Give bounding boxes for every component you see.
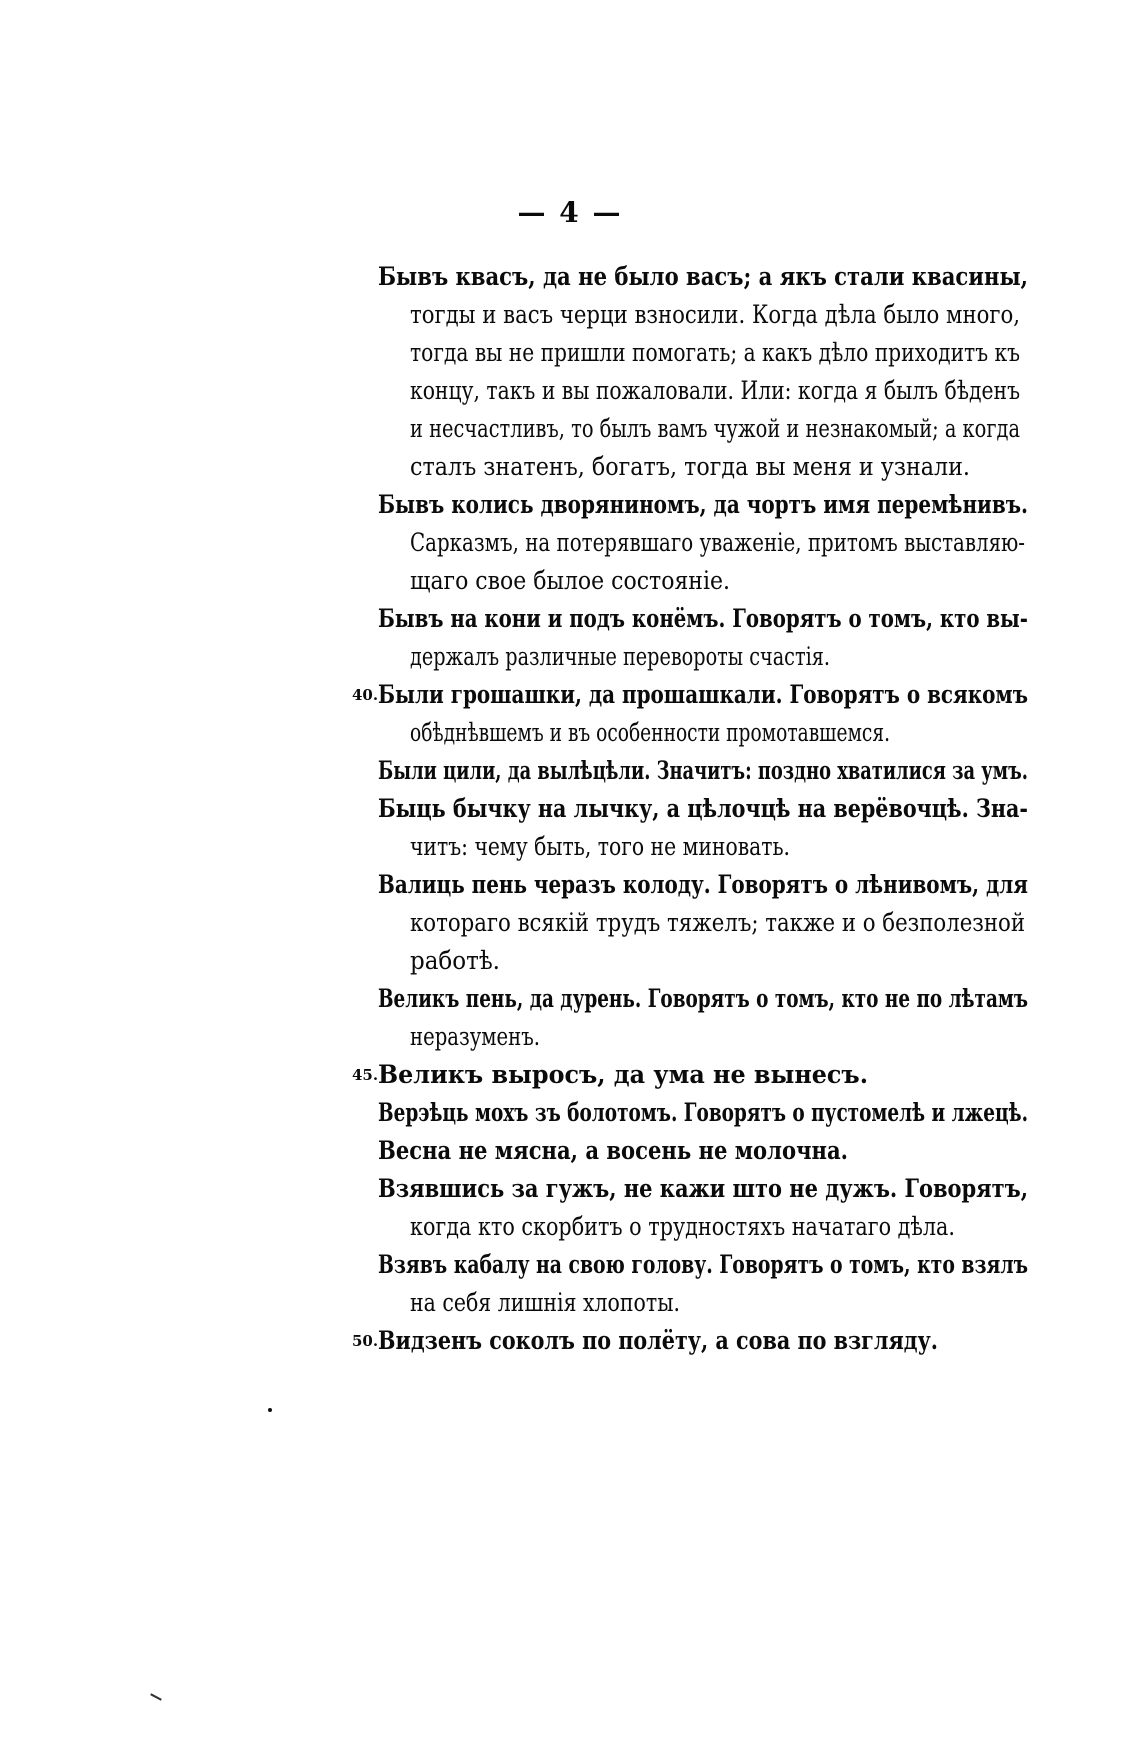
explanation-line: обѣднѣвшемъ и въ особенности промотавшемся. xyxy=(410,718,890,747)
proverb-line: Быць бычку на лычку, а цѣлочцѣ на верёвочцѣ. Зна- xyxy=(378,794,1028,823)
proverb-line: Бывъ колись дворяниномъ, да чортъ имя перемѣнивъ. xyxy=(378,490,1028,519)
explanation-line: котораго всякій трудъ тяжелъ; также и о безполезной xyxy=(410,908,1025,937)
explanation-line: работѣ. xyxy=(410,946,500,975)
explanation-line: тогды и васъ черци взносили. Когда дѣла было много, xyxy=(410,300,1020,329)
ink-speck xyxy=(150,1693,162,1700)
proverb-line: Видзенъ соколъ по полёту, а сова по взгляду. xyxy=(378,1326,938,1355)
proverb-line: Взявшись за гужъ, не кажи што не дужъ. Говорятъ, xyxy=(378,1174,1028,1203)
explanation-line: щаго свое былое состояніе. xyxy=(410,566,730,595)
ink-speck xyxy=(268,1408,272,1412)
proverb-line: Были цили, да вылѣцѣли. Значитъ: поздно хватилися за умъ. xyxy=(378,756,1028,785)
proverb-line: Валиць пень черазъ колоду. Говорятъ о лѣнивомъ, для xyxy=(378,870,1028,899)
explanation-line: концу, такъ и вы пожаловали. Или: когда я былъ бѣденъ xyxy=(410,376,1020,405)
explanation-line: Сарказмъ, на потерявшаго уваженіе, притомъ выставляю- xyxy=(410,528,1025,557)
explanation-line: на себя лишнія хлопоты. xyxy=(410,1288,680,1317)
proverb-line: Верэѣць мохъ зъ болотомъ. Говорятъ о пустомелѣ и лжецѣ. xyxy=(378,1098,1028,1127)
entry-number: 45. xyxy=(352,1066,379,1084)
proverb-line: Весна не мясна, а восень не молочна. xyxy=(378,1136,848,1165)
explanation-line: сталъ знатенъ, богатъ, тогда вы меня и узнали. xyxy=(410,452,970,481)
proverb-line: Великъ выросъ, да ума не вынесъ. xyxy=(378,1060,868,1089)
explanation-line: и несчастливъ, то былъ вамъ чужой и незнакомый; а когда xyxy=(410,414,1020,443)
page-number: — 4 — xyxy=(517,196,623,229)
proverb-line: Бывъ квасъ, да не было васъ; а якъ стали квасины, xyxy=(378,262,1028,291)
explanation-line: тогда вы не пришли помогать; а какъ дѣло приходитъ къ xyxy=(410,338,1020,367)
explanation-line: когда кто скорбитъ о трудностяхъ начатаго дѣла. xyxy=(410,1212,955,1241)
proverb-line: Великъ пень, да дурень. Говорятъ о томъ, кто не по лѣтамъ xyxy=(378,984,1028,1013)
proverb-line: Взявъ кабалу на свою голову. Говорятъ о томъ, кто взялъ xyxy=(378,1250,1028,1279)
proverb-line: Бывъ на кони и подъ конёмъ. Говорятъ о томъ, кто вы- xyxy=(378,604,1028,633)
entry-number: 50. xyxy=(352,1332,379,1350)
explanation-line: читъ: чему быть, того не миновать. xyxy=(410,832,790,861)
entry-number: 40. xyxy=(352,686,379,704)
proverb-line: Были грошашки, да прошашкали. Говорятъ о всякомъ xyxy=(378,680,1028,709)
explanation-line: неразуменъ. xyxy=(410,1022,540,1051)
explanation-line: держалъ различные перевороты счастія. xyxy=(410,642,830,671)
